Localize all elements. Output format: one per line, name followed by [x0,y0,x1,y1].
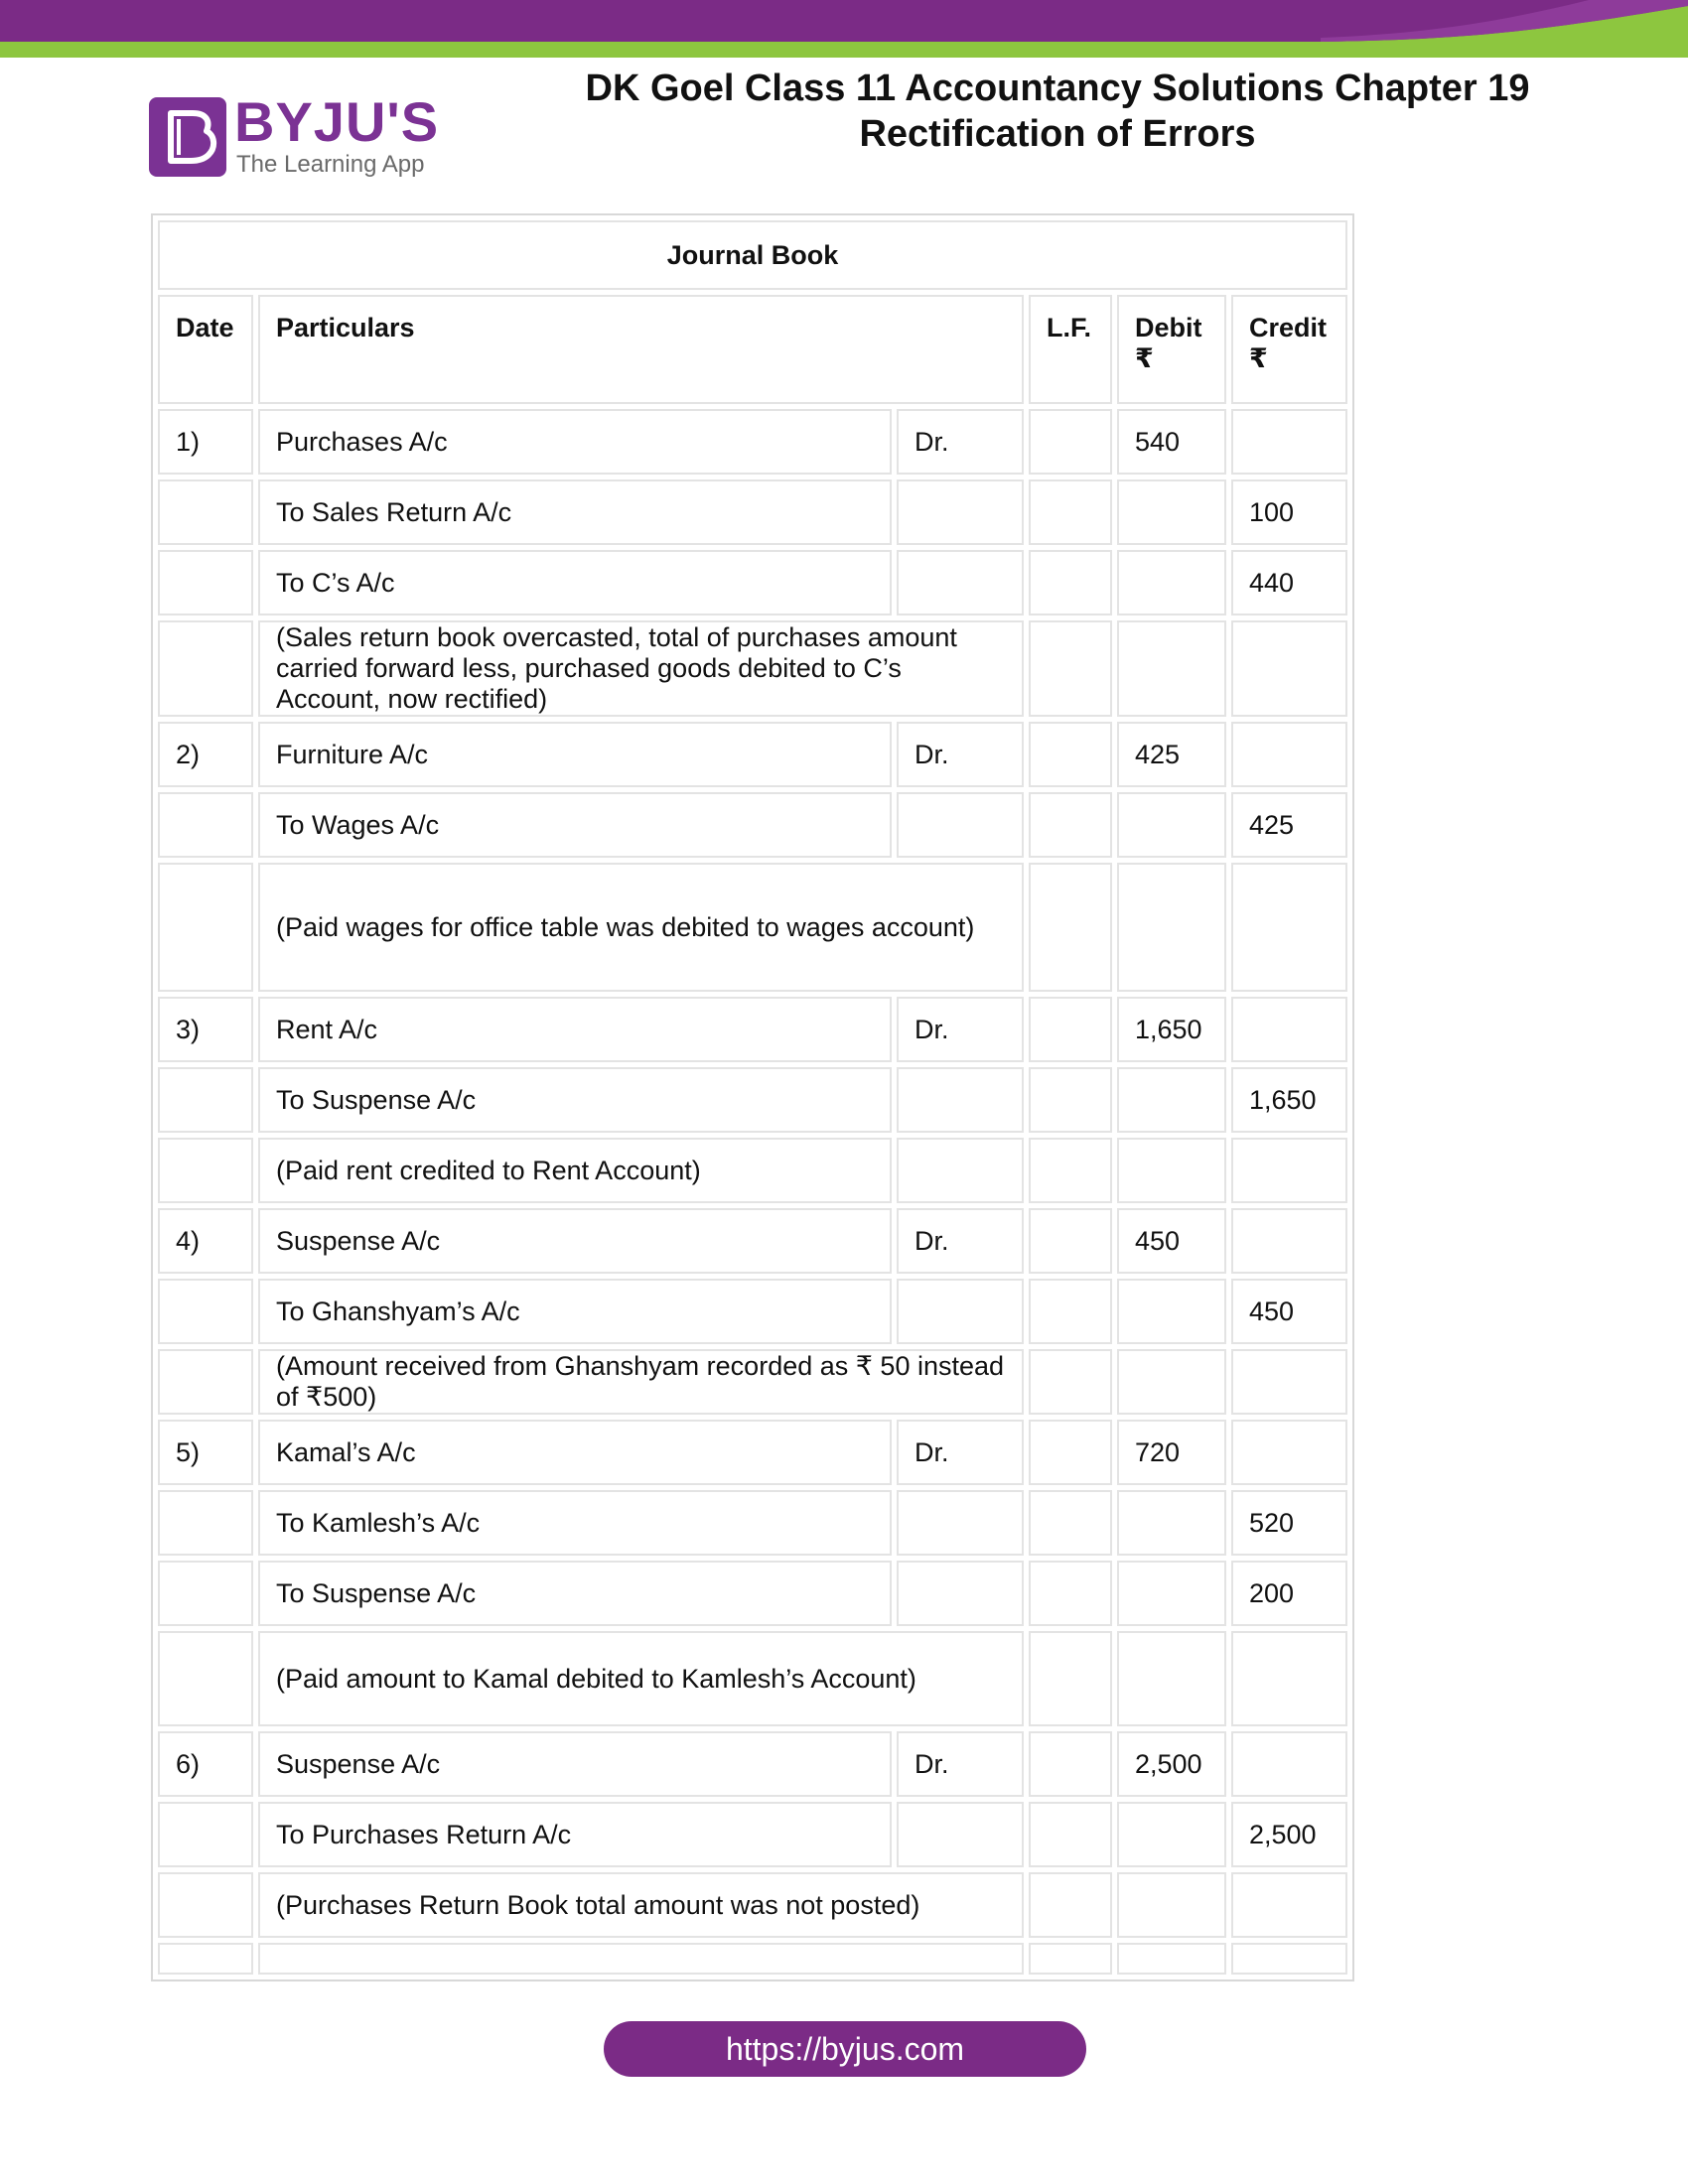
lf-cell [1029,997,1112,1062]
title-line-1: DK Goel Class 11 Accountancy Solutions Chapter 19 [585,68,1530,109]
debit-amount [1117,1067,1226,1133]
debit-account: Rent A/c [258,997,892,1062]
journal-debit-row [158,1731,1347,1797]
date-cell [158,1349,253,1415]
lf-cell [1029,722,1112,787]
lf-cell [1029,1208,1112,1274]
journal-debit-row [158,722,1347,787]
dr-marker: Dr. [897,1208,1024,1274]
journal-narration-row [158,1138,1347,1203]
dr-marker: Dr. [897,1731,1024,1797]
header-credit: Credit ₹ [1231,295,1347,404]
brand-tagline: The Learning App [236,151,425,178]
date-cell [158,1561,253,1626]
journal-narration-row [158,620,1347,717]
entry-number: 5) [158,1420,253,1485]
lf-cell [1029,1802,1112,1867]
lf-cell [1029,1872,1112,1938]
debit-amount [1117,550,1226,615]
credit-amount: 425 [1231,792,1347,858]
debit-account: Suspense A/c [258,1208,892,1274]
debit-amount [1117,620,1226,717]
debit-amount [1117,1138,1226,1203]
credit-amount [1231,1138,1347,1203]
credit-amount [1231,409,1347,475]
narration: (Sales return book overcasted, total of purchases amount carried forward less, purchased goods debited to C’s Account, now rectified) [258,620,1024,717]
lf-cell [1029,863,1112,992]
credit-amount [1231,1631,1347,1726]
credit-amount [1231,722,1347,787]
dr-marker: Dr. [897,997,1024,1062]
particulars-cell [258,1943,1024,1975]
date-cell [158,863,253,992]
date-cell [158,1138,253,1203]
debit-amount [1117,1872,1226,1938]
dr-marker [897,1138,1024,1203]
credit-amount [1231,620,1347,717]
credit-account: To Sales Return A/c [258,479,892,545]
credit-amount: 450 [1231,1279,1347,1344]
journal-credit-row [158,479,1347,545]
journal-debit-row [158,409,1347,475]
header-debit: Debit ₹ [1117,295,1226,404]
dr-marker: Dr. [897,1420,1024,1485]
credit-account: To Suspense A/c [258,1067,892,1133]
debit-amount [1117,1349,1226,1415]
title-line-2: Rectification of Errors [859,113,1256,155]
journal-credit-row [158,550,1347,615]
date-cell [158,1490,253,1556]
credit-account: To Ghanshyam’s A/c [258,1279,892,1344]
lf-cell [1029,1943,1112,1975]
table-caption-row [158,220,1347,290]
lf-cell [1029,1731,1112,1797]
journal-narration-row [158,1349,1347,1415]
lf-cell [1029,1067,1112,1133]
journal-debit-row [158,1420,1347,1485]
lf-cell [1029,409,1112,475]
credit-amount [1231,863,1347,992]
header-particulars: Particulars [258,295,1024,404]
journal-debit-row [158,997,1347,1062]
debit-amount [1117,1631,1226,1726]
journal-credit-row [158,1067,1347,1133]
journal-narration-row [158,863,1347,992]
footer-url[interactable]: https://byjus.com [604,2021,1086,2077]
date-cell [158,550,253,615]
dr-marker [897,550,1024,615]
journal-narration-row [158,1631,1347,1726]
dr-marker: Dr. [897,409,1024,475]
credit-amount: 200 [1231,1561,1347,1626]
brand-name: BYJU'S [234,90,440,153]
narration: (Purchases Return Book total amount was not posted) [258,1872,1024,1938]
header-lf: L.F. [1029,295,1112,404]
entry-number: 4) [158,1208,253,1274]
journal-debit-row [158,1208,1347,1274]
credit-amount: 1,650 [1231,1067,1347,1133]
credit-amount [1231,1872,1347,1938]
debit-amount [1117,479,1226,545]
debit-amount [1117,792,1226,858]
date-cell [158,1943,253,1975]
credit-amount [1231,1420,1347,1485]
credit-account: To C’s A/c [258,550,892,615]
lf-cell [1029,1420,1112,1485]
credit-amount [1231,1349,1347,1415]
dr-marker [897,479,1024,545]
document-title [516,66,1599,157]
date-cell [158,792,253,858]
debit-amount: 540 [1117,409,1226,475]
credit-amount [1231,1943,1347,1975]
debit-account: Suspense A/c [258,1731,892,1797]
credit-account: To Suspense A/c [258,1561,892,1626]
entry-number: 2) [158,722,253,787]
debit-amount: 425 [1117,722,1226,787]
journal-credit-row [158,1490,1347,1556]
credit-account: To Wages A/c [258,792,892,858]
entry-number: 1) [158,409,253,475]
credit-amount [1231,997,1347,1062]
lf-cell [1029,792,1112,858]
table-header-row [158,295,1347,404]
journal-narration-row [158,1872,1347,1938]
debit-amount [1117,1943,1226,1975]
credit-amount [1231,1731,1347,1797]
debit-amount [1117,1279,1226,1344]
credit-amount: 440 [1231,550,1347,615]
credit-amount: 2,500 [1231,1802,1347,1867]
lf-cell [1029,1561,1112,1626]
lf-cell [1029,1279,1112,1344]
credit-account: To Purchases Return A/c [258,1802,892,1867]
byjus-logo [149,90,447,179]
debit-account: Furniture A/c [258,722,892,787]
dr-marker [897,1490,1024,1556]
lf-cell [1029,1490,1112,1556]
lf-cell [1029,1631,1112,1726]
header-date: Date [158,295,253,404]
dr-marker [897,1067,1024,1133]
table-caption: Journal Book [158,220,1347,290]
date-cell [158,1802,253,1867]
date-cell [158,620,253,717]
dr-marker [897,792,1024,858]
journal-table [151,213,1354,1981]
lf-cell [1029,1349,1112,1415]
narration: (Paid rent credited to Rent Account) [258,1138,892,1203]
entry-number: 3) [158,997,253,1062]
lf-cell [1029,479,1112,545]
date-cell [158,1279,253,1344]
debit-amount [1117,1490,1226,1556]
debit-amount: 450 [1117,1208,1226,1274]
entry-number: 6) [158,1731,253,1797]
journal-credit-row [158,1561,1347,1626]
dr-marker [897,1279,1024,1344]
date-cell [158,1067,253,1133]
narration: (Paid amount to Kamal debited to Kamlesh’s Account) [258,1631,1024,1726]
narration: (Amount received from Ghanshyam recorded as ₹ 50 instead of ₹500) [258,1349,1024,1415]
top-decorative-band [0,0,1688,60]
byjus-b-logo-icon [149,97,226,177]
journal-blank-row [158,1943,1347,1975]
lf-cell [1029,620,1112,717]
lf-cell [1029,550,1112,615]
credit-amount: 520 [1231,1490,1347,1556]
debit-amount [1117,1561,1226,1626]
journal-credit-row [158,1802,1347,1867]
date-cell [158,1631,253,1726]
narration: (Paid wages for office table was debited to wages account) [258,863,1024,992]
debit-amount: 2,500 [1117,1731,1226,1797]
debit-amount: 720 [1117,1420,1226,1485]
credit-account: To Kamlesh’s A/c [258,1490,892,1556]
debit-amount: 1,650 [1117,997,1226,1062]
debit-account: Kamal’s A/c [258,1420,892,1485]
dr-marker [897,1802,1024,1867]
journal-credit-row [158,1279,1347,1344]
journal-credit-row [158,792,1347,858]
debit-amount [1117,863,1226,992]
dr-marker [897,1561,1024,1626]
credit-amount: 100 [1231,479,1347,545]
date-cell [158,1872,253,1938]
debit-amount [1117,1802,1226,1867]
debit-account: Purchases A/c [258,409,892,475]
date-cell [158,479,253,545]
dr-marker: Dr. [897,722,1024,787]
lf-cell [1029,1138,1112,1203]
credit-amount [1231,1208,1347,1274]
